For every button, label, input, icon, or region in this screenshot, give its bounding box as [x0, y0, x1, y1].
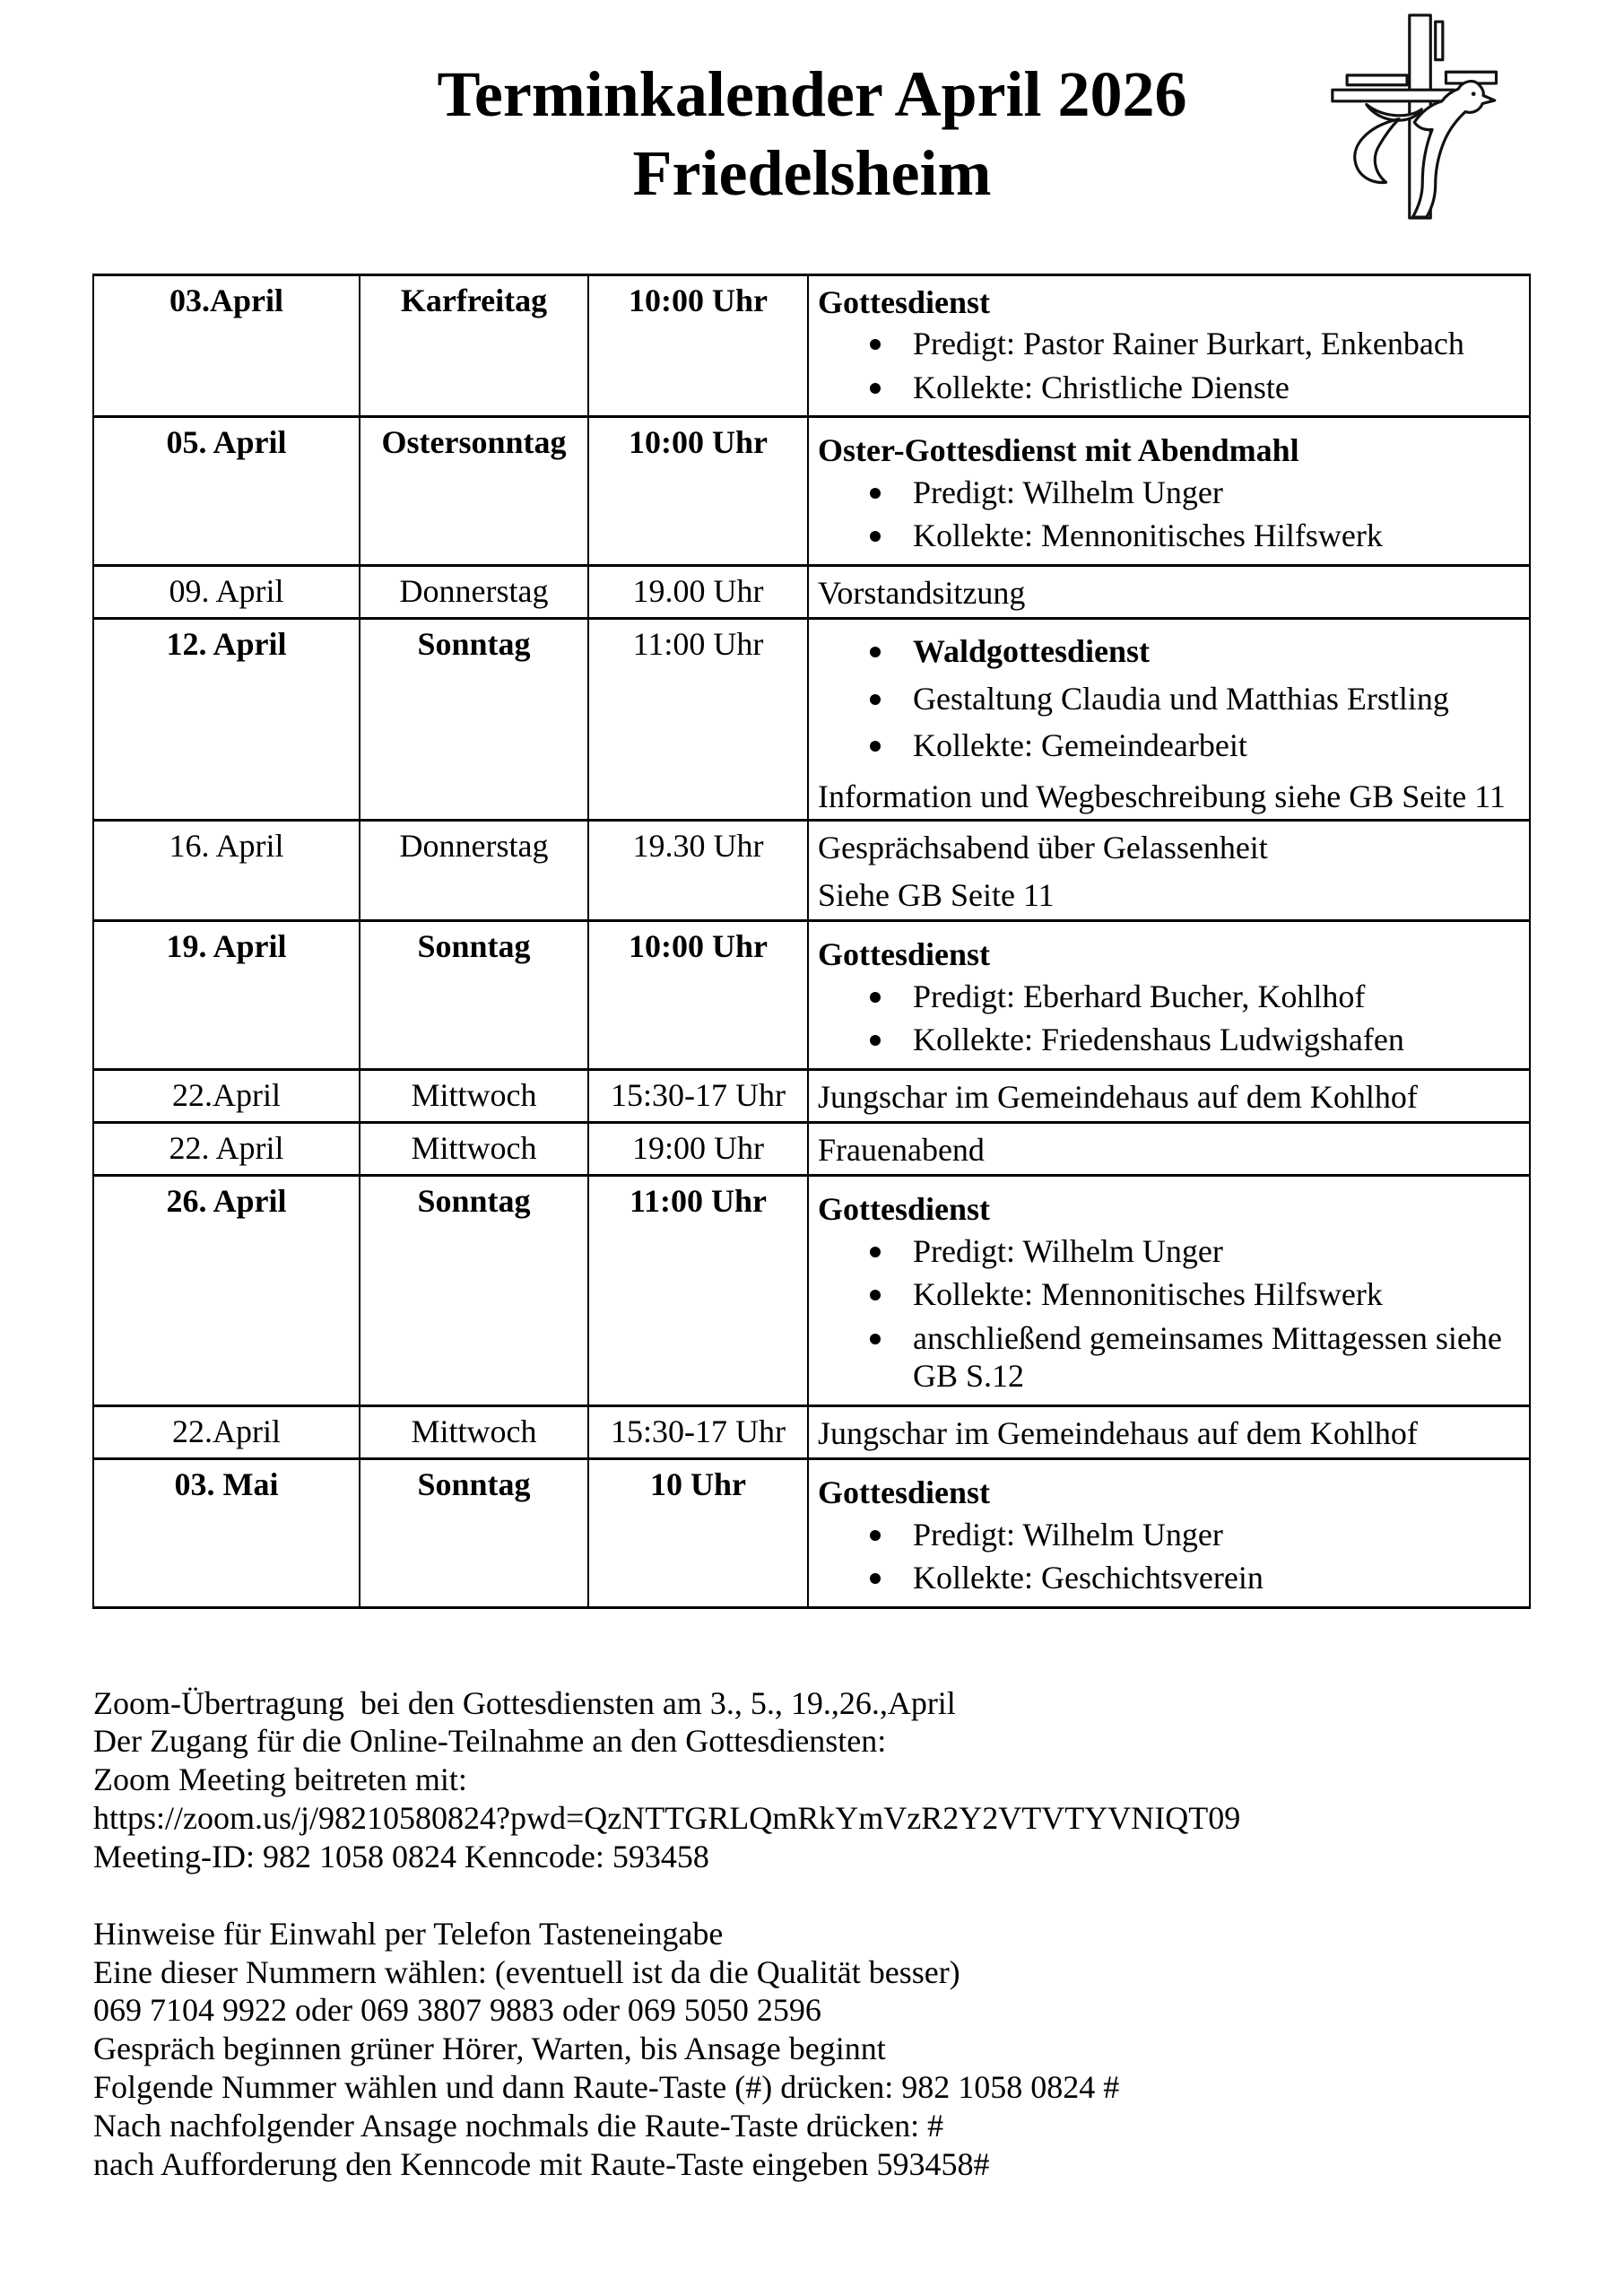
event-title: Gottesdienst — [818, 284, 990, 320]
table-row — [93, 619, 1530, 821]
table-row — [93, 417, 1530, 565]
description-cell — [808, 1069, 1530, 1122]
time-cell: 11:00 Uhr — [588, 619, 808, 821]
bullet-item — [818, 1021, 1520, 1058]
day-cell: Sonntag — [360, 1176, 588, 1405]
date-cell: 19. April — [93, 921, 360, 1069]
blank-line — [93, 1876, 1624, 1915]
time-cell: 10:00 Uhr — [588, 921, 808, 1069]
time-cell: 15:30-17 Uhr — [588, 1405, 808, 1458]
bullet-item — [818, 1559, 1520, 1596]
dove-eye — [1472, 91, 1476, 96]
bullet-item — [818, 1319, 1520, 1396]
date-cell: 03.April — [93, 275, 360, 417]
date-cell: 26. April — [93, 1176, 360, 1405]
date-cell: 12. April — [93, 619, 360, 821]
bullet-icon — [870, 531, 881, 542]
time-cell: 19.00 Uhr — [588, 565, 808, 618]
zoom-access-section — [93, 1684, 1624, 2184]
bullet-icon — [870, 488, 881, 499]
event-text: Vorstandsitzung — [818, 574, 1026, 611]
bullet-text: Kollekte: Mennonitisches Hilfswerk — [913, 517, 1383, 554]
bullet-icon — [870, 1035, 881, 1046]
bullet-text: Predigt: Pastor Rainer Burkart, Enkenbach — [913, 326, 1464, 362]
date-cell: 03. Mai — [93, 1459, 360, 1607]
phone-info-line: Hinweise für Einwahl per Telefon Tasteneingabe — [93, 1915, 724, 1952]
table-row — [93, 1069, 1530, 1122]
table-row — [93, 1176, 1530, 1405]
bullet-text: Kollekte: Mennonitisches Hilfswerk — [913, 1276, 1383, 1313]
bullet-icon — [870, 694, 881, 705]
bullet-icon — [870, 1334, 881, 1344]
description-cell — [808, 921, 1530, 1069]
table-row — [93, 1405, 1530, 1458]
bullet-text: Predigt: Wilhelm Unger — [913, 1232, 1223, 1269]
event-title: Gottesdienst — [818, 1191, 990, 1228]
day-cell: Karfreitag — [360, 275, 588, 417]
bullet-icon — [870, 1247, 881, 1257]
zoom-info-line: Der Zugang für die Online-Teilnahme an den Gottesdiensten: — [93, 1723, 887, 1760]
event-title: Gottesdienst — [818, 936, 990, 973]
bullet-text: Kollekte: Geschichtsverein — [913, 1560, 1264, 1596]
description-cell — [808, 1176, 1530, 1405]
date-cell: 05. April — [93, 417, 360, 565]
bullet-text: anschließend gemeinsames Mittagessen siehe GB S.12 — [913, 1319, 1502, 1395]
event-title: Gottesdienst — [818, 1474, 990, 1511]
event-note: Information und Wegbeschreibung siehe GB Seite 11 — [818, 778, 1506, 814]
date-cell: 16. April — [93, 821, 360, 921]
table-row — [93, 821, 1530, 921]
zoom-meeting-url: https://zoom.us/j/98210580824?pwd=QzNTTGRLQmRkYmVzR2Y2VTVTYVNIQT09 — [93, 1800, 1241, 1837]
bullet-text: Predigt: Eberhard Bucher, Kohlhof — [913, 978, 1366, 1014]
day-cell: Donnerstag — [360, 821, 588, 921]
time-cell: 10:00 Uhr — [588, 417, 808, 565]
phone-info-line: Eine dieser Nummern wählen: (eventuell ist da die Qualität besser) — [93, 1953, 960, 1990]
day-cell: Mittwoch — [360, 1405, 588, 1458]
phone-info-line: nach Aufforderung den Kenncode mit Raute-Taste eingeben 593458# — [93, 2145, 990, 2182]
event-title: Oster-Gottesdienst mit Abendmahl — [818, 432, 1299, 469]
bullet-item — [818, 1275, 1520, 1313]
bullet-icon — [870, 741, 881, 752]
event-text: Frauenabend — [818, 1131, 985, 1168]
bullet-icon — [870, 1573, 881, 1584]
bullet-text: Predigt: Wilhelm Unger — [913, 474, 1223, 510]
bullet-icon — [870, 992, 881, 1003]
day-cell: Mittwoch — [360, 1122, 588, 1175]
description-cell — [808, 417, 1530, 565]
table-row — [93, 1122, 1530, 1175]
bullet-icon — [870, 1290, 881, 1300]
title-line-2: Friedelsheim — [632, 136, 992, 209]
bullet-icon — [870, 339, 881, 350]
bullet-text: Waldgottesdienst — [913, 633, 1151, 670]
cross-left-arm-lower — [1333, 90, 1455, 101]
description-cell — [808, 1459, 1530, 1607]
time-cell: 15:30-17 Uhr — [588, 1069, 808, 1122]
bullet-text: Kollekte: Gemeindearbeit — [913, 727, 1247, 764]
phone-info-line: Folgende Nummer wählen und dann Raute-Taste (#) drücken: 982 1058 0824 # — [93, 2069, 1120, 2106]
description-cell — [808, 1405, 1530, 1458]
bullet-item — [818, 1232, 1520, 1270]
day-cell: Ostersonntag — [360, 417, 588, 565]
bullet-text: Kollekte: Christliche Dienste — [913, 369, 1290, 405]
bullet-item — [818, 517, 1520, 554]
event-text: Jungschar im Gemeindehaus auf dem Kohlhof — [818, 1414, 1418, 1451]
title-line-1: Terminkalender April 2026 — [437, 58, 1187, 130]
phone-info-line: Gespräch beginnen grüner Hörer, Warten, bis Ansage beginnt — [93, 2031, 886, 2067]
bullet-item — [818, 1516, 1520, 1553]
day-cell: Sonntag — [360, 921, 588, 1069]
date-cell: 22.April — [93, 1405, 360, 1458]
cross-vertical-stub — [1436, 22, 1443, 60]
bullet-icon — [870, 1530, 881, 1541]
bullet-item — [818, 632, 1520, 670]
description-cell — [808, 275, 1530, 417]
day-cell: Mittwoch — [360, 1069, 588, 1122]
date-cell: 22.April — [93, 1069, 360, 1122]
bullet-item — [818, 978, 1520, 1015]
dove-lower-wing — [1355, 119, 1399, 183]
phone-numbers-line: 069 7104 9922 oder 069 3807 9883 oder 069 5050 2596 — [93, 1992, 821, 2029]
phone-info-line: Nach nachfolgender Ansage nochmals die Raute-Taste drücken: # — [93, 2107, 944, 2144]
schedule-table — [92, 274, 1531, 1609]
zoom-info-line: Zoom-Übertragung bei den Gottesdiensten am 3., 5., 19.,26.,April — [93, 1684, 956, 1721]
cross-dove-icon — [1323, 5, 1509, 228]
document-header — [0, 0, 1624, 274]
date-cell: 09. April — [93, 565, 360, 618]
description-cell — [808, 565, 1530, 618]
event-text: Jungschar im Gemeindehaus auf dem Kohlhof — [818, 1078, 1418, 1115]
day-cell: Sonntag — [360, 619, 588, 821]
time-cell: 10:00 Uhr — [588, 275, 808, 417]
bullet-icon — [870, 647, 881, 657]
church-cross-dove-logo — [1323, 5, 1509, 228]
cross-left-arm-upper — [1347, 75, 1407, 85]
table-row — [93, 275, 1530, 417]
day-cell: Donnerstag — [360, 565, 588, 618]
table-row — [93, 1459, 1530, 1607]
date-cell: 22. April — [93, 1122, 360, 1175]
zoom-info-line: Zoom Meeting beitreten mit: — [93, 1761, 467, 1798]
bullet-text: Gestaltung Claudia und Matthias Erstling — [913, 680, 1449, 717]
time-cell: 19:00 Uhr — [588, 1122, 808, 1175]
bullet-item — [818, 726, 1520, 764]
bullet-item — [818, 680, 1520, 718]
event-text: Siehe GB Seite 11 — [818, 876, 1055, 913]
zoom-meeting-id-line: Meeting-ID: 982 1058 0824 Kenncode: 593458 — [93, 1838, 709, 1874]
description-cell — [808, 821, 1530, 921]
time-cell: 10 Uhr — [588, 1459, 808, 1607]
event-text: Gesprächsabend über Gelassenheit — [818, 830, 1268, 866]
table-row — [93, 565, 1530, 618]
bullet-icon — [870, 383, 881, 394]
description-cell — [808, 619, 1530, 821]
description-cell — [808, 1122, 1530, 1175]
bullet-item — [818, 369, 1520, 406]
table-row — [93, 921, 1530, 1069]
bullet-text: Predigt: Wilhelm Unger — [913, 1516, 1223, 1552]
time-cell: 11:00 Uhr — [588, 1176, 808, 1405]
day-cell: Sonntag — [360, 1459, 588, 1607]
bullet-text: Kollekte: Friedenshaus Ludwigshafen — [913, 1022, 1404, 1058]
time-cell: 19.30 Uhr — [588, 821, 808, 921]
bullet-item — [818, 474, 1520, 511]
bullet-item — [818, 325, 1520, 362]
